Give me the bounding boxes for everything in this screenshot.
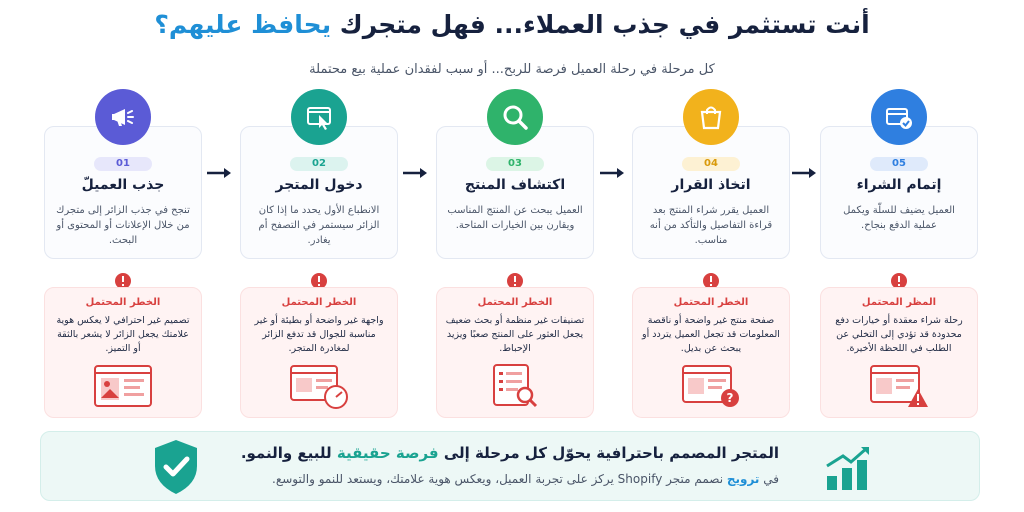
risk-description: تصنيفات غير منظمة أو بحث ضعيف يجعل العثور على المنتج صعبًا ويزيد الإحباط. — [445, 315, 585, 354]
arrow-right-icon — [790, 166, 818, 180]
broken-page-icon — [92, 363, 154, 409]
stage-card-2 — [240, 126, 398, 259]
risk-description: تصميم غير احترافي لا يعكس هوية علامتك يجعل الزائر لا يشعر بالثقة أو التميز. — [56, 315, 190, 354]
risk-card-1 — [44, 287, 202, 418]
stage-card-3 — [436, 126, 594, 259]
risk-card-2 — [240, 287, 398, 418]
risk-title: الخطر المحتمل — [85, 297, 161, 308]
list-search-icon — [484, 363, 546, 409]
title-text: أنت تستثمر في جذب العملاء... فهل متجرك — [331, 10, 870, 39]
risk-description: رحلة شراء معقدة أو خيارات دفع محدودة قد تؤدي إلى التخلي عن الطلب في اللحظة الأخيرة. — [835, 315, 963, 354]
stage-description: الانطباع الأول يحدد ما إذا كان الزائر سيستمر في التصفح أم يغادر. — [258, 205, 380, 246]
growth-chart-icon — [823, 444, 875, 492]
arrow-right-icon — [598, 166, 626, 180]
arrow-right-icon — [401, 166, 429, 180]
browser-cursor-icon — [291, 89, 347, 145]
stage-number: 02 — [290, 157, 348, 171]
card-check-icon — [871, 89, 927, 145]
risk-card-3 — [436, 287, 594, 418]
title-highlight: يحافظ عليهم؟ — [154, 10, 332, 39]
footer-banner — [40, 431, 980, 501]
risk-description: واجهة غير واضحة أو بطيئة أو غير مناسبة للجوال قد تدفع الزائر لمغادرة المتجر. — [254, 315, 384, 354]
page-question-icon — [680, 363, 742, 409]
stage-title: اكتشاف المنتج — [464, 177, 566, 193]
slow-page-gauge-icon — [288, 363, 350, 409]
search-icon — [487, 89, 543, 145]
shopping-bag-icon — [683, 89, 739, 145]
stage-description: العميل يقرر شراء المنتج بعد قراءة التفاصيل والتأكد من أنه مناسب. — [649, 205, 773, 246]
risk-description: صفحة منتج غير واضحة أو ناقصة المعلومات قد تجعل العميل يتردد أو يبحث عن بديل. — [642, 315, 780, 354]
risk-title: المظر المحتمل — [861, 297, 937, 308]
page-warning-icon — [868, 363, 930, 409]
risk-title: الخطر المحتمل — [477, 297, 553, 308]
stage-card-1 — [44, 126, 202, 259]
risk-card-5 — [820, 287, 978, 418]
stage-number: 03 — [486, 157, 544, 171]
stage-description: العميل يضيف للسلّة ويكمل عملية الدفع بنجاح. — [843, 205, 955, 231]
arrow-right-icon — [205, 166, 233, 180]
stage-card-4 — [632, 126, 790, 259]
megaphone-icon — [95, 89, 151, 145]
stage-description: العميل يبحث عن المنتج المناسب ويقارن بين الخيارات المتاحة. — [447, 205, 583, 231]
page-title — [0, 10, 1024, 39]
risk-title: الخطر المحتمل — [673, 297, 749, 308]
stage-title: جذب العميلّ — [81, 177, 165, 193]
stage-title: دخول المتجر — [275, 177, 363, 193]
footer-sub-text: في ترويج نصمم متجر Shopify يركز على تجربة العميل، ويعكس هوية علامتك، ويستعد للنمو والتوسع. — [272, 472, 779, 486]
stage-description: تنجح في جذب الزائر إلى متجرك من خلال الإعلانات أو المحتوى أو البحث. — [56, 205, 190, 246]
stage-title: اتخاذ القرار — [671, 177, 751, 193]
stage-number: 04 — [682, 157, 740, 171]
stage-number: 05 — [870, 157, 928, 171]
page-subtitle: كل مرحلة في رحلة العميل فرصة للربح... أو سبب لفقدان عملية بيع محتملة — [309, 62, 715, 77]
stage-title: إتمام الشراء — [856, 177, 942, 193]
risk-card-4 — [632, 287, 790, 418]
stage-number: 01 — [94, 157, 152, 171]
footer-main-text: المتجر المصمم باحترافية يحوّل كل مرحلة إلى فرصة حقيقية للبيع والنمو. — [240, 444, 779, 462]
risk-title: الخطر المحتمل — [281, 297, 357, 308]
svg-text:?: ? — [726, 391, 734, 405]
stage-card-5 — [820, 126, 978, 259]
shield-check-icon — [151, 438, 201, 496]
